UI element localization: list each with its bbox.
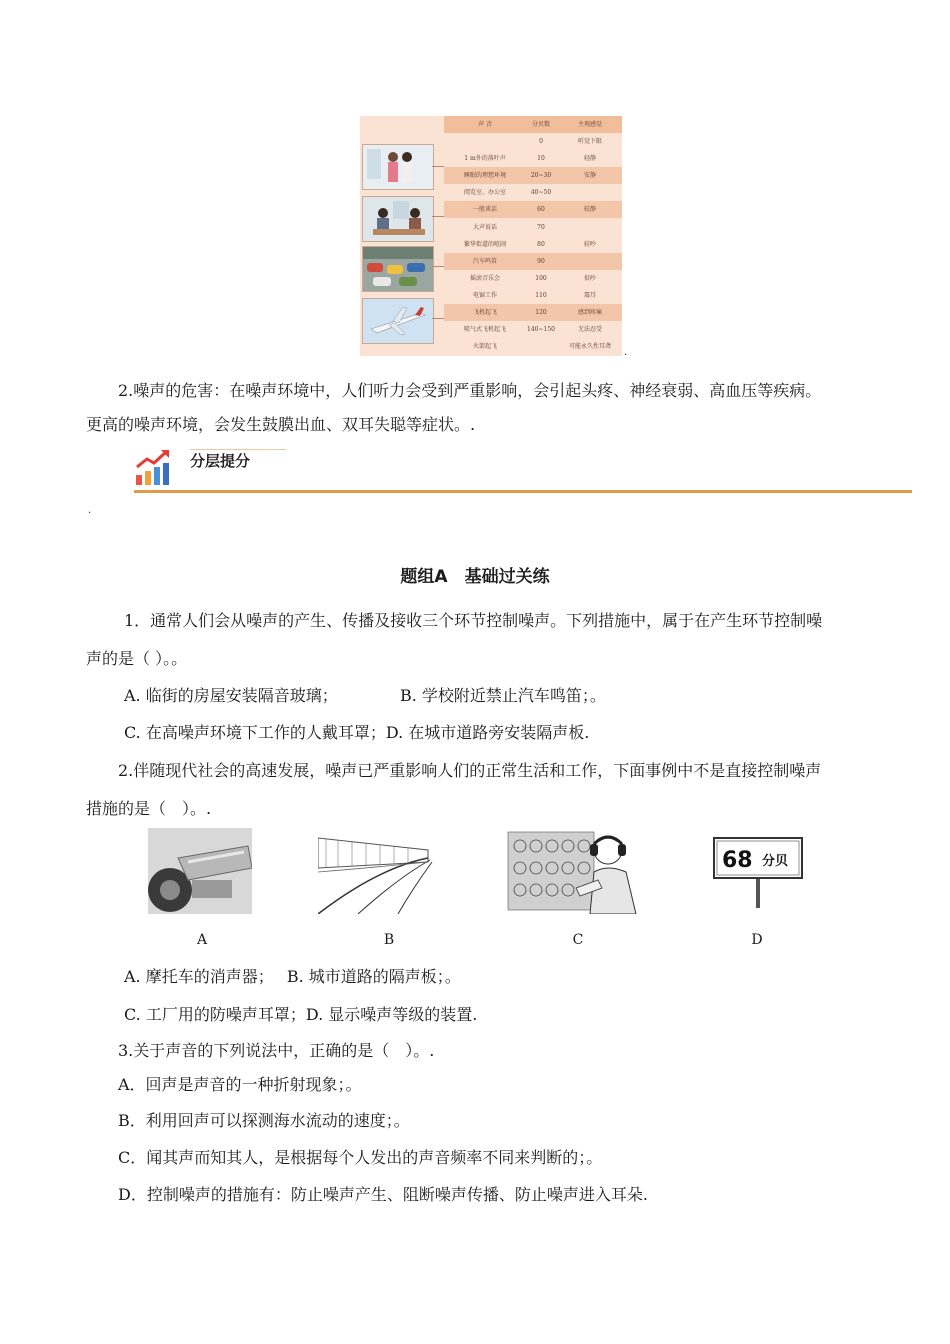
table-cell-feeling: 安静 [583, 172, 596, 180]
table-cell-db: 20~30 [530, 172, 552, 180]
earmuff-worker-picture [506, 828, 644, 914]
table-cell-feeling: 感到疼痛 [577, 309, 602, 316]
table-cell-feeling: 可能永久性耳聋 [568, 343, 611, 351]
table-cell-feeling: 震耳 [583, 291, 596, 299]
q3-stem: 3.关于声音的下列说法中，正确的是（ ）。. [118, 1041, 435, 1060]
table-cell-source: 睡眠的理想环境 [463, 172, 506, 180]
table-cell-source: 阅览室、办公室 [463, 189, 506, 197]
header-feeling: 主观感觉 [577, 121, 602, 128]
section-title: 分层提分 [190, 452, 251, 470]
section-divider [134, 490, 912, 493]
q3-option-a: A．回声是声音的一种折射现象；。 [118, 1075, 362, 1094]
people-talking-picture [362, 144, 434, 190]
table-row [444, 338, 622, 355]
q1-option-a: A. 临街的房屋安装隔音玻璃； [124, 686, 338, 705]
q3-option-c: C．闻其声而知其人，是根据每个人发出的声音频率不同来判断的；。 [118, 1148, 603, 1167]
table-cell-feeling: 轻静 [583, 155, 596, 163]
table-cell-source: 电锯工作 [472, 291, 497, 299]
table-cell-source: 汽车鸣笛 [472, 257, 497, 265]
q2-stem-line1: 2.伴随现代社会的高速发展，噪声已严重影响人们的正常生活和工作，下面事例中不是直接控制噪声 [118, 761, 822, 780]
table-cell-db: 0 [539, 138, 543, 145]
table-row [444, 133, 622, 150]
table-row [444, 304, 622, 321]
table-cell-source: 一般谈话 [472, 206, 497, 214]
pointer-line [432, 216, 444, 217]
table-cell-db: 90 [537, 257, 545, 265]
table-cell-db: 70 [537, 223, 545, 231]
table-row [444, 236, 622, 253]
table-cell-feeling: 听觉下限 [577, 138, 602, 145]
table-cell-db: 120 [535, 309, 547, 316]
table-cell-source: 繁华街道的喧闹 [463, 240, 506, 248]
q1-option-b: B. 学校附近禁止汽车鸣笛；。 [400, 686, 606, 705]
table-cell-source: 大声说话 [472, 223, 497, 231]
table-cell-db: 110 [535, 291, 547, 299]
q1-option-cd: C. 在高噪声环境下工作的人戴耳罩；D. 在城市道路旁安装隔声板. [124, 723, 590, 742]
table-cell-feeling: 较静 [583, 206, 596, 214]
table-header [444, 116, 622, 133]
table-cell-db: 140~150 [527, 326, 555, 334]
table-cell-source: 喷气式飞机起飞 [463, 326, 506, 334]
table-cell-feeling: 较吵 [583, 240, 596, 248]
table-cell-feeling: 无法忍受 [577, 326, 602, 334]
harm-paragraph-line2: 更高的噪声环境，会发生鼓膜出血、双耳失聪等症状。. [86, 415, 476, 434]
table-row [444, 150, 622, 167]
noise-barrier-picture [318, 828, 438, 914]
section-mark: . [88, 505, 92, 516]
airplane-picture [362, 298, 434, 344]
noise-level-table [444, 116, 622, 356]
table-cell-db: 100 [535, 274, 547, 282]
pointer-line [432, 266, 444, 267]
q3-option-b: B．利用回声可以探测海水流动的速度；。 [118, 1111, 410, 1130]
office-picture [362, 196, 434, 242]
group-title: 题组A 基础过关练 [400, 567, 550, 587]
pointer-line [432, 318, 444, 319]
table-row [444, 167, 622, 184]
table-row [444, 253, 622, 270]
q3-option-d: D．控制噪声的措施有：防止噪声产生、阻断噪声传播、防止噪声进入耳朵. [118, 1185, 648, 1204]
harm-paragraph-line1: 2.噪声的危害：在噪声环境中，人们听力会受到严重影响，会引起头疼、神经衰弱、高血压等疾病。 [118, 381, 822, 400]
decibel-sign-picture [712, 828, 804, 914]
image-label-a: A [196, 932, 208, 948]
noise-level-figure [360, 116, 622, 356]
q1-stem-line2: 声的是（ ）。。 [86, 649, 188, 668]
table-cell-source: 火箭起飞 [472, 343, 497, 351]
table-cell-source: 飞机起飞 [472, 309, 497, 316]
table-row [444, 184, 622, 201]
pointer-line [432, 166, 444, 167]
header-source: 声 音 [478, 121, 492, 128]
table-cell-source: 1 m外的落叶声 [464, 155, 506, 163]
q1-stem-line1: 1．通常人们会从噪声的产生、传播及接收三个环节控制噪声。下列措施中，属于在产生环节控制噪 [124, 611, 823, 630]
table-row [444, 321, 622, 338]
table-row [444, 287, 622, 304]
q2-stem-line2: 措施的是（ ）。. [86, 799, 212, 818]
decibel-value: 68 [722, 848, 753, 873]
image-label-b: B [383, 932, 395, 948]
traffic-picture [362, 246, 434, 292]
q2-option-cd: C. 工厂用的防噪声耳罩；D. 显示噪声等级的装置. [124, 1005, 478, 1024]
table-cell-db: 80 [537, 240, 545, 248]
table-row [444, 270, 622, 287]
header-db: 分贝数 [531, 121, 550, 128]
table-row [444, 201, 622, 218]
table-cell-db: 10 [537, 155, 545, 163]
table-cell-feeling: 很吵 [583, 274, 596, 282]
figure-mark: . [624, 347, 628, 358]
table-cell-source: 摇滚音乐会 [469, 274, 500, 282]
rising-chart-icon [134, 447, 174, 487]
table-cell-db: 60 [537, 206, 545, 214]
q2-option-ab: A. 摩托车的消声器； B. 城市道路的隔声板；。 [124, 967, 461, 986]
image-label-d: D [751, 932, 763, 948]
motorcycle-muffler-picture [148, 828, 252, 914]
table-row [444, 219, 622, 236]
image-label-c: C [572, 932, 584, 948]
decibel-unit: 分贝 [762, 854, 789, 869]
table-cell-db: 40~50 [530, 189, 552, 197]
